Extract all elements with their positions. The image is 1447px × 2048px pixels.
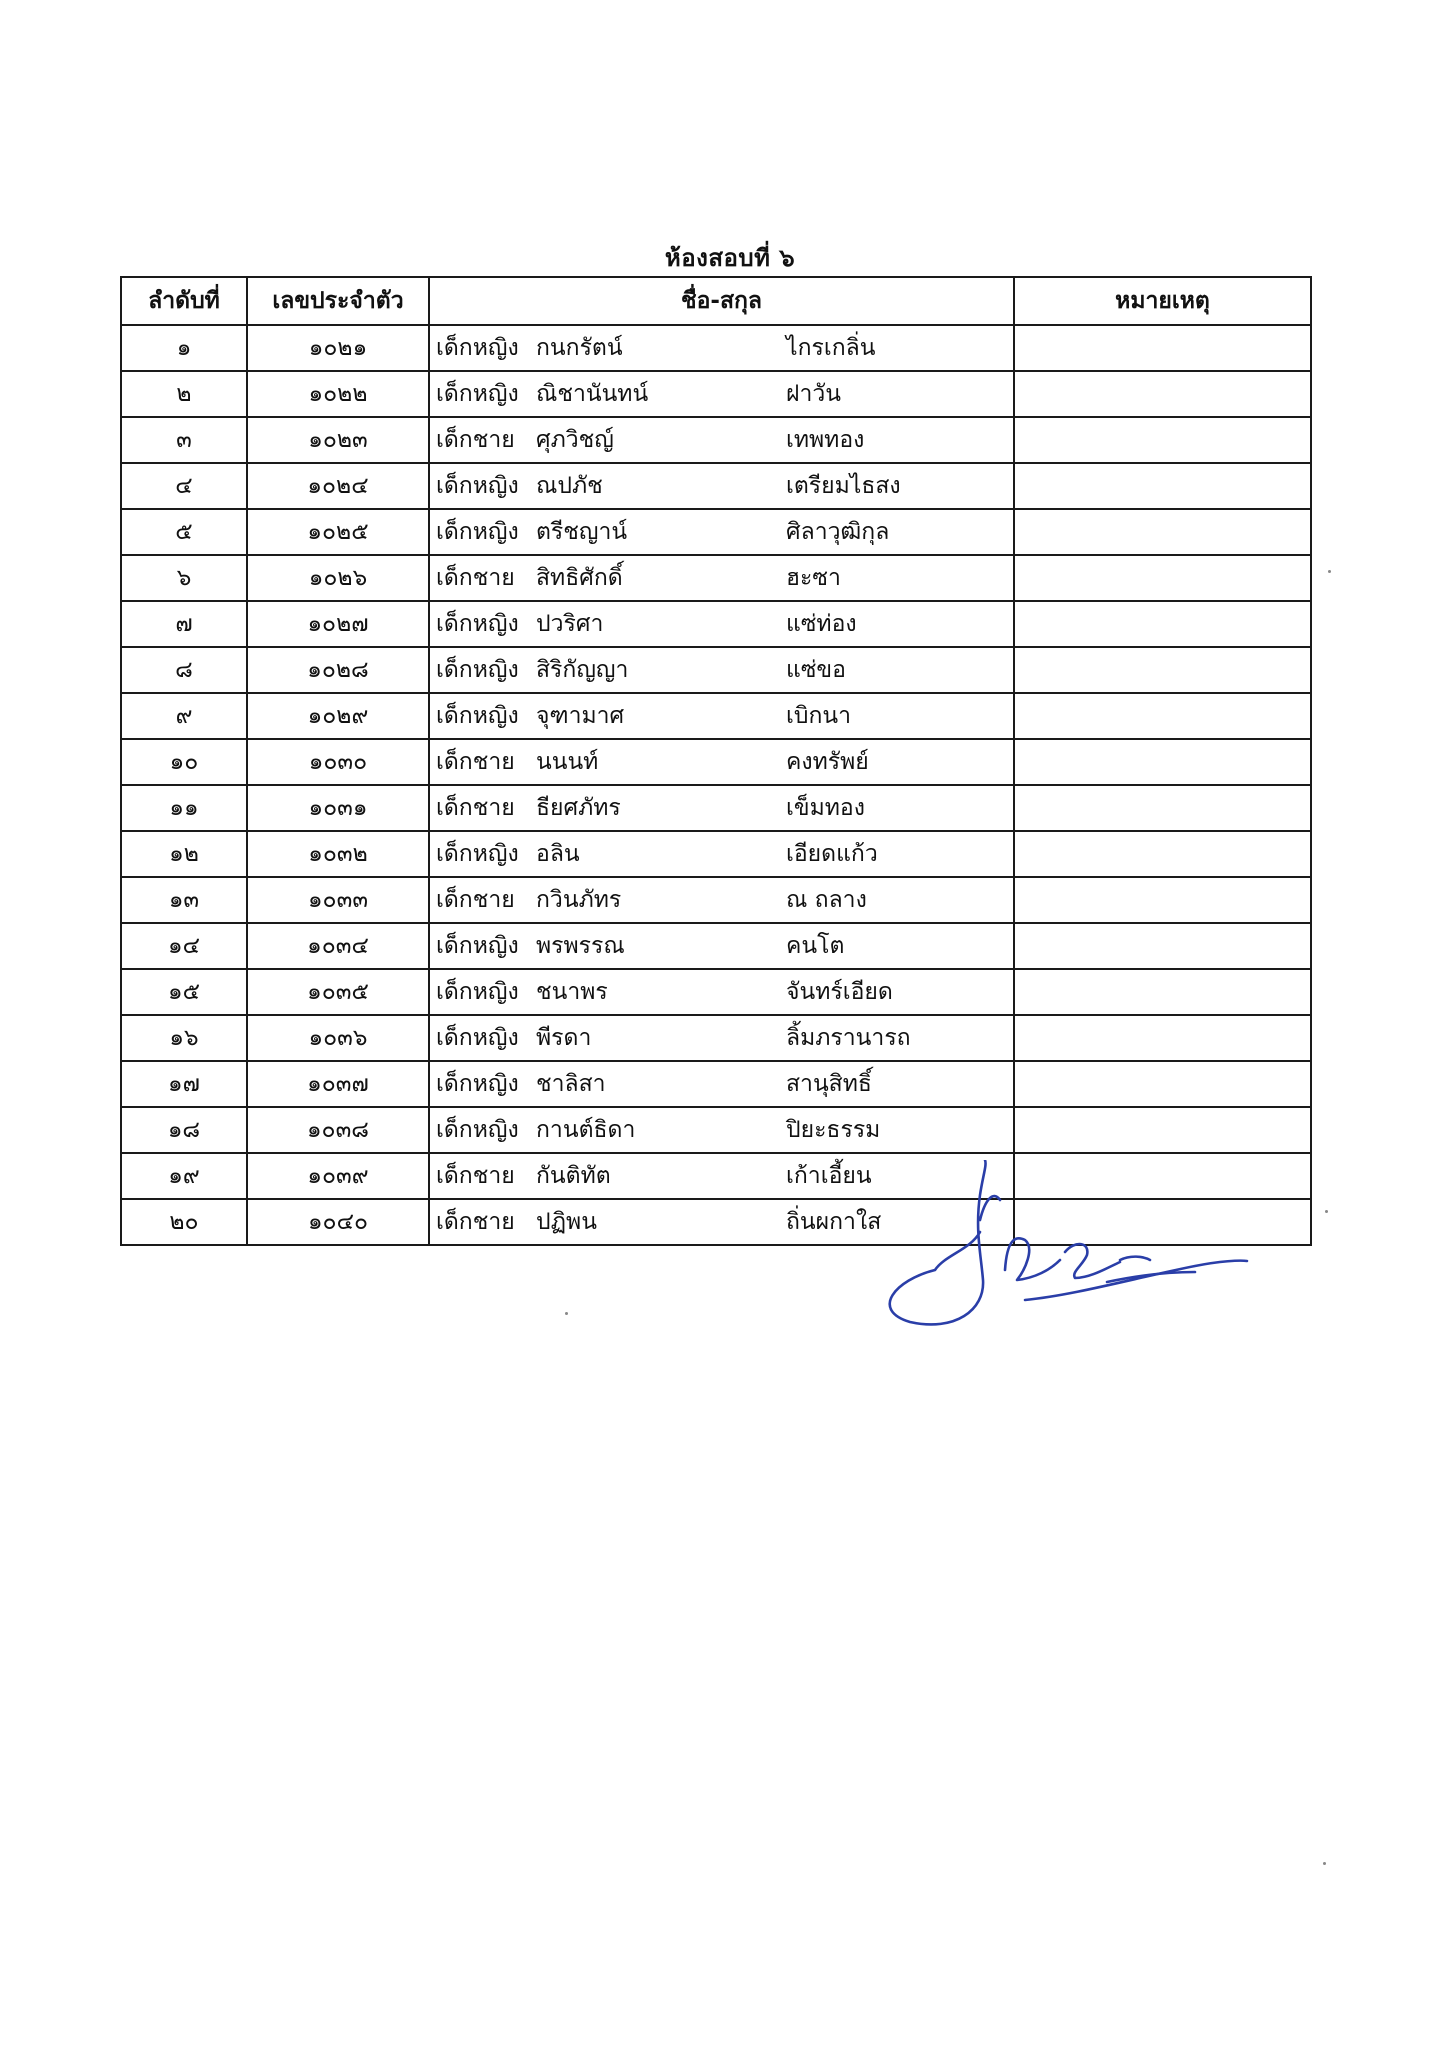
student-id: ๑๐๒๖ bbox=[247, 555, 429, 601]
name-prefix: เด็กหญิง bbox=[436, 933, 519, 959]
given-name: พรพรรณ bbox=[536, 933, 625, 959]
note-cell bbox=[1014, 785, 1311, 831]
surname: ปิยะธรรม bbox=[786, 1117, 881, 1143]
name-prefix: เด็กหญิง bbox=[436, 381, 519, 407]
row-number: ๑๙ bbox=[121, 1153, 247, 1199]
surname: แซ่ท่อง bbox=[786, 611, 857, 637]
note-cell bbox=[1014, 693, 1311, 739]
row-number: ๙ bbox=[121, 693, 247, 739]
given-name: กวินภัทร bbox=[536, 887, 622, 913]
name-prefix: เด็กหญิง bbox=[436, 519, 519, 545]
table-row bbox=[121, 417, 1311, 463]
student-name-cell bbox=[429, 1015, 1014, 1061]
student-name-cell bbox=[429, 647, 1014, 693]
student-id: ๑๐๒๔ bbox=[247, 463, 429, 509]
given-name: กนกรัตน์ bbox=[536, 335, 623, 361]
column-header-id: เลขประจำตัว bbox=[247, 277, 429, 325]
student-id: ๑๐๓๘ bbox=[247, 1107, 429, 1153]
row-number: ๑ bbox=[121, 325, 247, 371]
note-cell bbox=[1014, 1107, 1311, 1153]
column-header-note: หมายเหตุ bbox=[1014, 277, 1311, 325]
given-name: ปวริศา bbox=[536, 611, 604, 637]
student-id: ๑๐๒๙ bbox=[247, 693, 429, 739]
surname: ฝาวัน bbox=[786, 381, 842, 407]
student-name-cell bbox=[429, 1061, 1014, 1107]
given-name: กานต์ธิดา bbox=[536, 1117, 636, 1143]
row-number: ๑๐ bbox=[121, 739, 247, 785]
surname: สานุสิทธิ์ bbox=[786, 1071, 872, 1097]
note-cell bbox=[1014, 831, 1311, 877]
table-row bbox=[121, 1015, 1311, 1061]
signature-icon bbox=[875, 1160, 1255, 1330]
student-id: ๑๐๓๒ bbox=[247, 831, 429, 877]
given-name: สิทธิศักดิ์ bbox=[536, 565, 623, 591]
note-cell bbox=[1014, 509, 1311, 555]
table-row bbox=[121, 969, 1311, 1015]
given-name: ปฏิพน bbox=[536, 1209, 597, 1235]
note-cell bbox=[1014, 601, 1311, 647]
table-row bbox=[121, 325, 1311, 371]
name-prefix: เด็กชาย bbox=[436, 749, 515, 775]
table-row bbox=[121, 509, 1311, 555]
exam-room-roster-table bbox=[120, 276, 1312, 1246]
note-cell bbox=[1014, 647, 1311, 693]
table-row bbox=[121, 739, 1311, 785]
given-name: จุฑามาศ bbox=[536, 703, 625, 729]
student-id: ๑๐๓๑ bbox=[247, 785, 429, 831]
note-cell bbox=[1014, 325, 1311, 371]
name-prefix: เด็กหญิง bbox=[436, 473, 519, 499]
name-prefix: เด็กชาย bbox=[436, 565, 515, 591]
name-prefix: เด็กหญิง bbox=[436, 657, 519, 683]
column-header-name: ชื่อ-สกุล bbox=[429, 277, 1014, 325]
table-row bbox=[121, 647, 1311, 693]
name-prefix: เด็กชาย bbox=[436, 427, 515, 453]
student-name-cell bbox=[429, 969, 1014, 1015]
row-number: ๑๗ bbox=[121, 1061, 247, 1107]
scan-speck bbox=[1325, 1210, 1328, 1213]
column-header-no: ลำดับที่ bbox=[121, 277, 247, 325]
scan-speck bbox=[1323, 1862, 1326, 1865]
note-cell bbox=[1014, 417, 1311, 463]
note-cell bbox=[1014, 877, 1311, 923]
row-number: ๘ bbox=[121, 647, 247, 693]
student-id: ๑๐๒๒ bbox=[247, 371, 429, 417]
table-row bbox=[121, 1061, 1311, 1107]
name-prefix: เด็กหญิง bbox=[436, 1117, 519, 1143]
surname: แซ่ขอ bbox=[786, 657, 846, 683]
student-name-cell bbox=[429, 555, 1014, 601]
student-name-cell bbox=[429, 325, 1014, 371]
student-name-cell bbox=[429, 1107, 1014, 1153]
table-row bbox=[121, 601, 1311, 647]
table-row bbox=[121, 831, 1311, 877]
student-id: ๑๐๓๐ bbox=[247, 739, 429, 785]
row-number: ๒ bbox=[121, 371, 247, 417]
student-name-cell bbox=[429, 739, 1014, 785]
table-row bbox=[121, 371, 1311, 417]
surname: คงทรัพย์ bbox=[786, 749, 869, 775]
given-name: ณปภัช bbox=[536, 473, 603, 499]
surname: เอียดแก้ว bbox=[786, 841, 878, 867]
student-id: ๑๐๒๘ bbox=[247, 647, 429, 693]
name-prefix: เด็กชาย bbox=[436, 1209, 515, 1235]
surname: ไกรเกลิ่น bbox=[786, 335, 876, 361]
table-row bbox=[121, 923, 1311, 969]
name-prefix: เด็กหญิง bbox=[436, 335, 519, 361]
row-number: ๒๐ bbox=[121, 1199, 247, 1245]
surname: เบิกนา bbox=[786, 703, 852, 729]
given-name: อลิน bbox=[536, 841, 580, 867]
note-cell bbox=[1014, 555, 1311, 601]
student-name-cell bbox=[429, 693, 1014, 739]
surname: เข็มทอง bbox=[786, 795, 865, 821]
given-name: กันติทัต bbox=[536, 1163, 611, 1189]
given-name: ศุภวิชญ์ bbox=[536, 427, 614, 453]
table-row bbox=[121, 877, 1311, 923]
row-number: ๑๑ bbox=[121, 785, 247, 831]
surname: เตรียมไธสง bbox=[786, 473, 901, 499]
table-row bbox=[121, 555, 1311, 601]
student-name-cell bbox=[429, 785, 1014, 831]
student-id: ๑๐๒๕ bbox=[247, 509, 429, 555]
student-id: ๑๐๓๙ bbox=[247, 1153, 429, 1199]
page-title: ห้องสอบที่ ๖ bbox=[664, 244, 796, 272]
table-body bbox=[121, 325, 1311, 1245]
row-number: ๑๔ bbox=[121, 923, 247, 969]
name-prefix: เด็กหญิง bbox=[436, 703, 519, 729]
note-cell bbox=[1014, 371, 1311, 417]
name-prefix: เด็กหญิง bbox=[436, 1025, 519, 1051]
row-number: ๑๘ bbox=[121, 1107, 247, 1153]
surname: คนโต bbox=[786, 933, 845, 959]
surname: ศิลาวุฒิกุล bbox=[786, 519, 890, 545]
student-id: ๑๐๓๔ bbox=[247, 923, 429, 969]
table-row bbox=[121, 463, 1311, 509]
given-name: ชนาพร bbox=[536, 979, 608, 1005]
name-prefix: เด็กชาย bbox=[436, 887, 515, 913]
surname: ฮะซา bbox=[786, 565, 841, 591]
note-cell bbox=[1014, 1061, 1311, 1107]
scan-speck bbox=[1328, 570, 1331, 573]
name-prefix: เด็กชาย bbox=[436, 1163, 515, 1189]
surname: ถิ่นผกาใส bbox=[786, 1209, 882, 1235]
given-name: ชาลิสา bbox=[536, 1071, 606, 1097]
note-cell bbox=[1014, 463, 1311, 509]
surname: ลิ้มภรานารถ bbox=[786, 1025, 911, 1051]
given-name: สิริกัญญา bbox=[536, 657, 629, 683]
surname: ณ ถลาง bbox=[786, 887, 867, 913]
name-prefix: เด็กหญิง bbox=[436, 841, 519, 867]
name-prefix: เด็กชาย bbox=[436, 795, 515, 821]
table-row bbox=[121, 693, 1311, 739]
row-number: ๕ bbox=[121, 509, 247, 555]
student-id: ๑๐๔๐ bbox=[247, 1199, 429, 1245]
given-name: ธียศภัทร bbox=[536, 795, 621, 821]
table-row bbox=[121, 785, 1311, 831]
surname: เก้าเอี้ยน bbox=[786, 1163, 872, 1189]
student-name-cell bbox=[429, 371, 1014, 417]
name-prefix: เด็กหญิง bbox=[436, 611, 519, 637]
table-header-row bbox=[121, 277, 1311, 325]
student-id: ๑๐๓๕ bbox=[247, 969, 429, 1015]
student-name-cell bbox=[429, 923, 1014, 969]
note-cell bbox=[1014, 923, 1311, 969]
student-id: ๑๐๒๓ bbox=[247, 417, 429, 463]
row-number: ๑๒ bbox=[121, 831, 247, 877]
given-name: ณิชานันทน์ bbox=[536, 381, 649, 407]
row-number: ๔ bbox=[121, 463, 247, 509]
row-number: ๖ bbox=[121, 555, 247, 601]
name-prefix: เด็กหญิง bbox=[436, 979, 519, 1005]
student-id: ๑๐๒๑ bbox=[247, 325, 429, 371]
student-name-cell bbox=[429, 463, 1014, 509]
scan-speck bbox=[565, 1312, 568, 1315]
student-id: ๑๐๓๓ bbox=[247, 877, 429, 923]
given-name: นนนท์ bbox=[536, 749, 599, 775]
student-name-cell bbox=[429, 601, 1014, 647]
note-cell bbox=[1014, 969, 1311, 1015]
note-cell bbox=[1014, 1015, 1311, 1061]
row-number: ๗ bbox=[121, 601, 247, 647]
student-name-cell bbox=[429, 831, 1014, 877]
surname: จันทร์เอียด bbox=[786, 979, 893, 1005]
table-row bbox=[121, 1107, 1311, 1153]
row-number: ๑๓ bbox=[121, 877, 247, 923]
row-number: ๑๖ bbox=[121, 1015, 247, 1061]
note-cell bbox=[1014, 739, 1311, 785]
given-name: พีรดา bbox=[536, 1025, 592, 1051]
name-prefix: เด็กหญิง bbox=[436, 1071, 519, 1097]
student-id: ๑๐๒๗ bbox=[247, 601, 429, 647]
student-id: ๑๐๓๗ bbox=[247, 1061, 429, 1107]
given-name: ตรีชญาน์ bbox=[536, 519, 628, 545]
row-number: ๓ bbox=[121, 417, 247, 463]
student-name-cell bbox=[429, 877, 1014, 923]
surname: เทพทอง bbox=[786, 427, 865, 453]
student-id: ๑๐๓๖ bbox=[247, 1015, 429, 1061]
row-number: ๑๕ bbox=[121, 969, 247, 1015]
student-name-cell bbox=[429, 509, 1014, 555]
student-name-cell bbox=[429, 417, 1014, 463]
